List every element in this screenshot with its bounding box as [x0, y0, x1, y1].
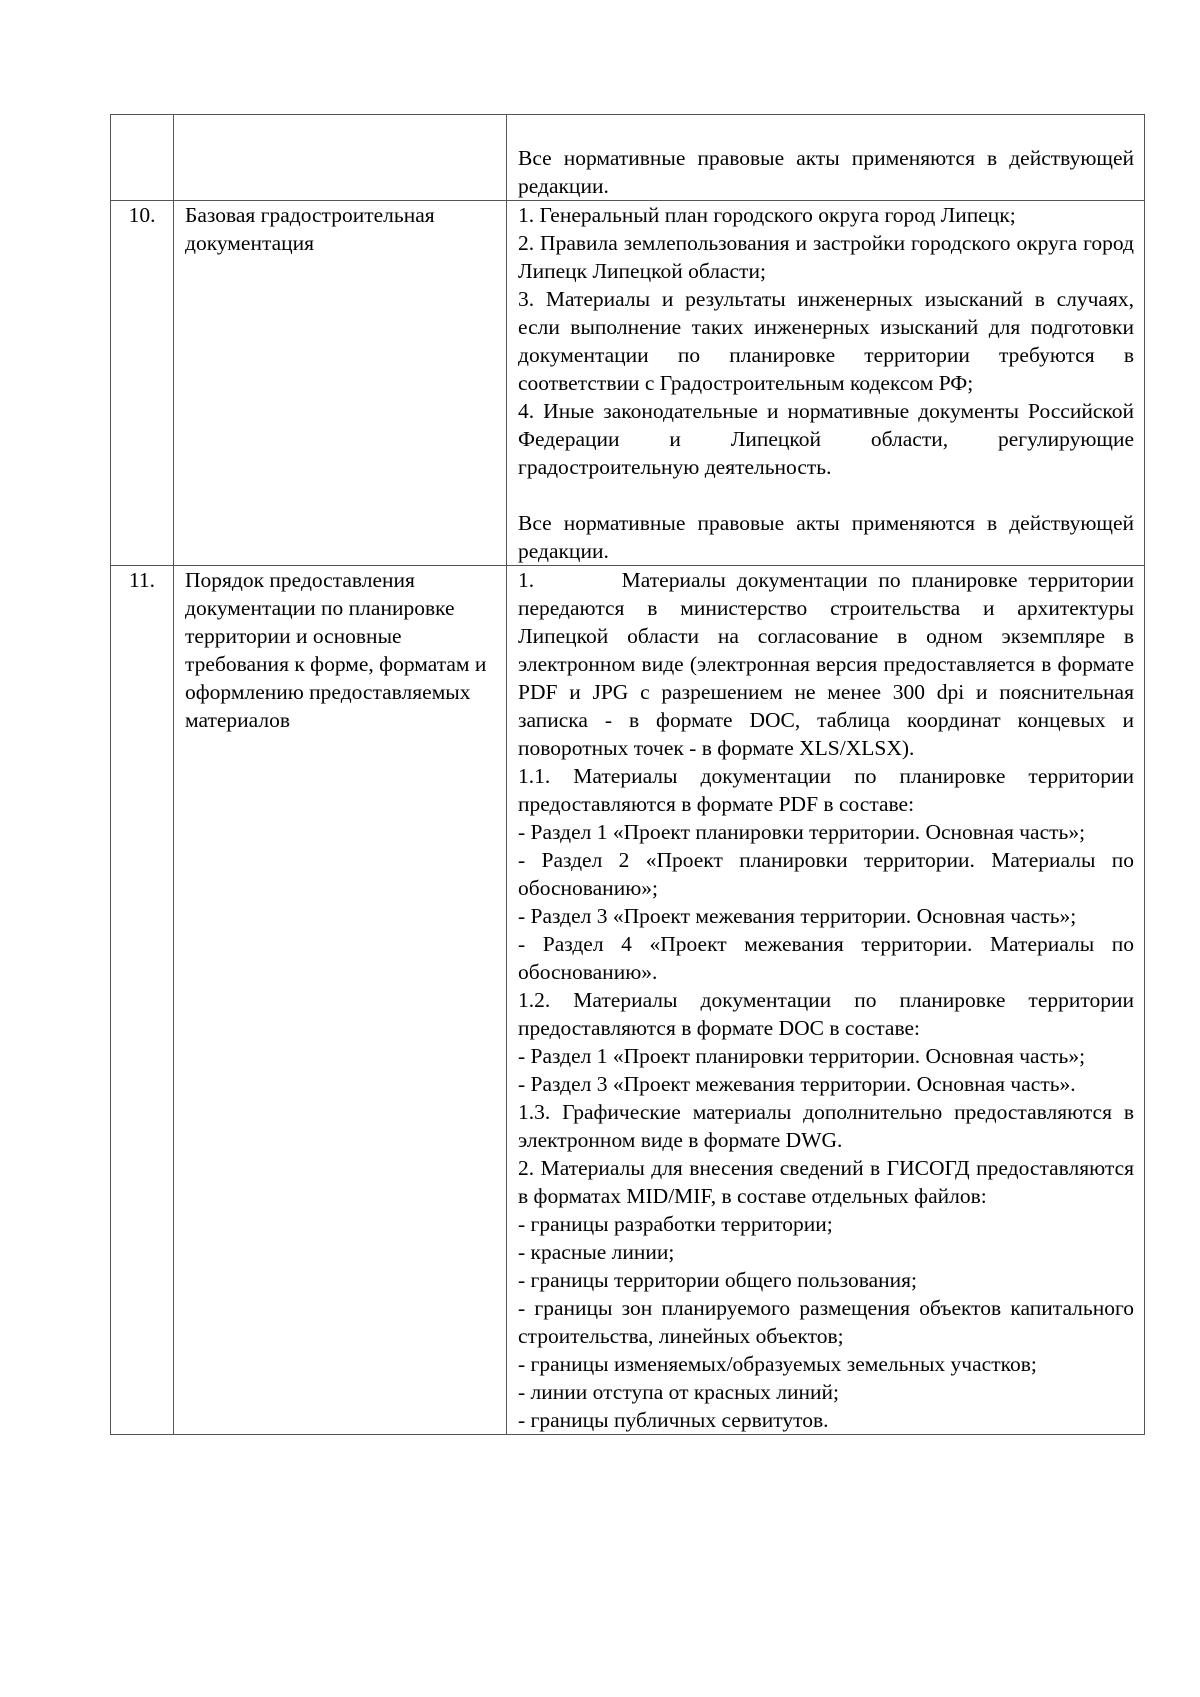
paragraph: 1. Генеральный план городского округа город Липецк;: [518, 203, 1016, 227]
paragraph: - Раздел 1 «Проект планировки территории. Основная часть»;: [518, 1044, 1086, 1068]
list-item: - границы разработки территории;: [518, 1212, 833, 1236]
table-row: [111, 566, 1145, 1435]
paragraph: 1.2. Материалы документации по планировке территории предоставляются в формате DOC в составе:: [518, 988, 1134, 1040]
paragraph: 2. Материалы для внесения сведений в ГИСОГД предоставляются в форматах MID/MIF, в составе отдельных файлов:: [518, 1156, 1134, 1208]
row-number-cell: [111, 115, 174, 201]
blank-line: [518, 481, 1134, 509]
list-item: - границы публичных сервитутов.: [518, 1408, 829, 1432]
list-item: - границы территории общего пользования;: [518, 1268, 918, 1292]
paragraph: 1.1. Материалы документации по планировке территории предоставляются в формате PDF в составе:: [518, 764, 1134, 816]
paragraph: Все нормативные правовые акты применяются в действующей редакции.: [518, 146, 1134, 198]
paragraph: 2. Правила землепользования и застройки городского округа город Липецк Липецкой области;: [518, 231, 1134, 283]
list-item: - границы зон планируемого размещения объектов капитального строительства, линейных объектов;: [518, 1296, 1134, 1348]
row-content-cell: [507, 201, 1145, 566]
row-content-cell: [507, 566, 1145, 1435]
list-item: - границы изменяемых/образуемых земельных участков;: [518, 1352, 1037, 1376]
row-name-cell: [174, 115, 507, 201]
row-number-cell: 11.: [111, 566, 174, 1435]
paragraph: 1.3. Графические материалы дополнительно предоставляются в электронном виде в формате DWG.: [518, 1100, 1134, 1152]
paragraph: - Раздел 1 «Проект планировки территории. Основная часть»;: [518, 820, 1086, 844]
table-row: [111, 115, 1145, 201]
paragraph: - Раздел 3 «Проект межевания территории. Основная часть»;: [518, 904, 1077, 928]
row-number-cell: 10.: [111, 201, 174, 566]
list-item: - красные линии;: [518, 1240, 675, 1264]
requirements-table: [110, 114, 1145, 1435]
table-row: [111, 201, 1145, 566]
paragraph: 1. Материалы документации по планировке территории передаются в министерство строительства и архитектуры Липецкой области на согласование в одном экземпляре в электронном виде (электронная версия предоставляется в формате PDF и JPG с разрешением не менее 300 dpi и пояснительная записка - в формате DOC, таблица координат концевых и поворотных точек - в формате XLS/XLSX).: [518, 568, 1140, 760]
paragraph: - Раздел 2 «Проект планировки территории. Материалы по обоснованию»;: [518, 848, 1134, 900]
row-name-cell: Порядок предоставления документации по планировке территории и основные требования к форме, форматам и оформлению предоставляемых материалов: [174, 566, 507, 1435]
list-item: - линии отступа от красных линий;: [518, 1380, 839, 1404]
paragraph: 3. Материалы и результаты инженерных изысканий в случаях, если выполнение таких инженерных изысканий для подготовки документации по планировке территории требуются в соответствии с Градостроительным кодексом РФ;: [518, 287, 1134, 395]
paragraph: - Раздел 3 «Проект межевания территории. Основная часть».: [518, 1072, 1076, 1096]
paragraph: Все нормативные правовые акты применяются в действующей редакции.: [518, 511, 1134, 563]
paragraph: 4. Иные законодательные и нормативные документы Российской Федерации и Липецкой области, регулирующие градостроительную деятельность.: [518, 399, 1134, 479]
paragraph: - Раздел 4 «Проект межевания территории. Материалы по обоснованию».: [518, 932, 1134, 984]
blank-line: [518, 115, 1134, 144]
row-content-cell: [507, 115, 1145, 201]
row-name-cell: Базовая градостроительная документация: [174, 201, 507, 566]
